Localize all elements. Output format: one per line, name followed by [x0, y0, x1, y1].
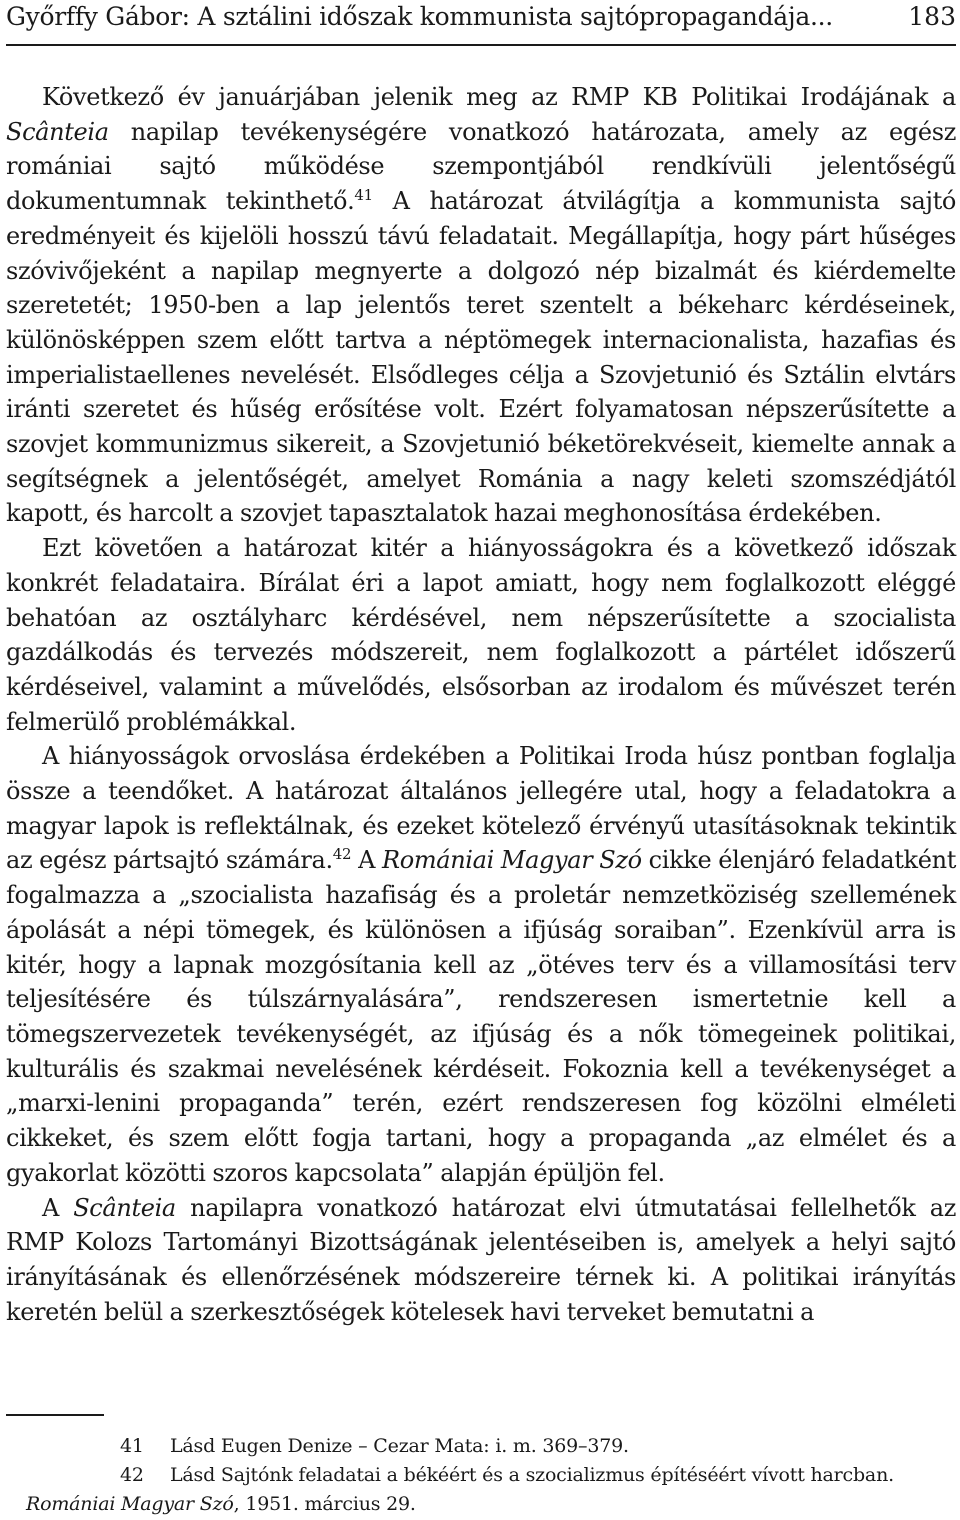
running-head-title: Győrffy Gábor: A sztálini időszak kommunista sajtópropagandája...: [6, 2, 833, 31]
text-run: A határozat átvilágítja a kommunista sajtó eredményeit és kijelöli hosszú távú feladatait. Megállapítja, hogy párt hűséges szóvivőjeként a napilap megnyerte a dolgozó nép bizalmát és kiérdemelte szeretetét; 1950-ben a lap jelentős teret szentelt a békeharc kérdéseinek, különösképpen szem előtt tartva a néptömegek internacionalista, hazafias és imperialistaellenes nevelését. Elsődleges célja a Szovjetunió és Sztálin elvtárs iránti szeretet és hűség erősítése volt. Ezért folyamatosan népszerűsítette a szovjet kommunizmus sikereit, a Szovjetunió béketörekvéseit, kiemelte annak a segítségnek a jelentőségét, amelyet Románia a nagy keleti szomszédjától kapott, és harcolt a szovjet tapasztalatok hazai meghonosítása érdekében.: [6, 187, 956, 528]
paragraph: [6, 531, 956, 739]
text-run: A: [42, 1193, 74, 1222]
footnote-rule: [6, 1414, 104, 1416]
footnote-reference: 42: [332, 845, 352, 864]
footnote-source-date: , 1951. március 29.: [233, 1493, 416, 1515]
text-run: Ezt követően a határozat kitér a hiányosságokra és a következő időszak konkrét feladataira. Bírálat éri a lapot amiatt, hogy nem foglalkozott eléggé behatóan az osztályharc kérdésével, nem népszerűsítette a szocialista gazdálkodás és tervezés módszereit, nem foglalkozott a pártélet időszerű kérdéseivel, valamint a művelődés, elsősorban az irodalom és művészet terén felmerülő problémákkal.: [6, 534, 956, 736]
paragraph: [6, 739, 956, 1190]
footnote-text: Lásd Eugen Denize – Cezar Mata: i. m. 369–379.: [170, 1435, 629, 1457]
footnote-source-title: Romániai Magyar Szó: [26, 1493, 234, 1515]
footnotes: [26, 1432, 956, 1519]
footnote-number: 41: [120, 1435, 144, 1457]
footnote-41: [30, 1432, 956, 1461]
italic-title: Romániai Magyar Szó: [382, 846, 642, 875]
footnote-42-continuation: [26, 1490, 956, 1519]
text-run: Következő év januárjában jelenik meg az RMP KB Politikai Irodájának a: [42, 83, 956, 111]
footnote-text: Lásd Sajtónk feladatai a békéért és a szocializmus építéséért vívott harcban.: [170, 1464, 894, 1486]
text-run: cikke élenjáró feladatként fogalmazza a „szocialista hazafiság és a proletár nemzetköziség szellemének ápolását a népi tömegek, és különösen a ifjúság soraiban”. Ezenkívül arra is kitér, hogy a lapnak mozgósítania kell az „ötéves terv és a villamosítási terv teljesítésére és túlszárnyalására”, rendszeresen ismertetnie kell a tömegszervezetek tevékenységét, az ifjúság és a nők tömegeinek politikai, kulturális és szakmai nevelésének kérdéseit. Fokoznia kell a tevékenységet a „marxi-lenini propaganda” terén, ezért rendszeresen fog közölni elméleti cikkeket, és szem előtt fogja tartani, hogy a propaganda „az elmélet és a gyakorlat közötti szoros kapcsolata” alapján épüljön fel.: [6, 846, 956, 1187]
italic-title: Scânteia: [73, 1193, 176, 1222]
text-run: A: [351, 846, 383, 875]
footnote-42: [30, 1461, 956, 1490]
footnote-reference: 41: [354, 186, 373, 205]
text-run: napilapra vonatkozó határozat elvi útmutatásai fellelhetők az RMP Kolozs Tartományi Bizottságának jelentéseiben is, amelyek a helyi sajtó irányításának és ellenőrzésének módszereire térnek ki. A politikai irányítás keretén belül a szerkesztőségek kötelesek havi terveket bemutatni a: [6, 1193, 956, 1326]
body-text: [6, 80, 956, 1329]
footnote-number: 42: [120, 1464, 144, 1486]
text-run: A hiányosságok orvoslása érdekében a Politikai Iroda húsz pontban foglalja össze a teendőket. A határozat általános jellegére utal, hogy a feladatokra a magyar lapok is reflektálnak, és ezeket kötelező érvényű utasításoknak tekintik az egész pártsajtó számára.: [6, 742, 956, 875]
running-header: [6, 0, 956, 46]
paragraph: [6, 80, 956, 531]
italic-title: Scânteia: [6, 117, 109, 146]
paragraph: [6, 1191, 956, 1330]
text-run: napilap tevékenységére vonatkozó határozata, amely az egész romániai sajtó működése szempontjából rendkívüli jelentőségű dokumentumnak tekinthető.: [6, 117, 956, 216]
page-number: 183: [908, 2, 956, 31]
